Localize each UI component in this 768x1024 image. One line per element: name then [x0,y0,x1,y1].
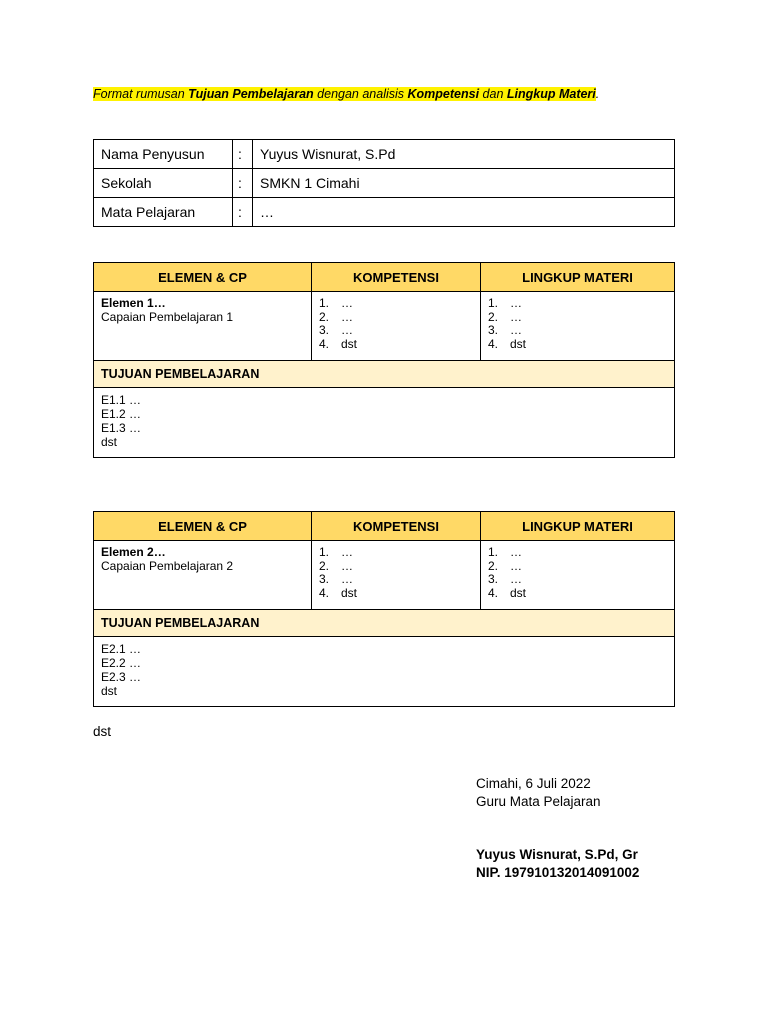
list-text: … [510,545,522,559]
element-title: Elemen 1… [101,296,166,310]
cp-table-1 [93,262,675,458]
list-text: … [510,572,522,586]
tp-item: E1.3 … [101,421,142,435]
list-item [488,560,667,574]
cp-table-2 [93,511,675,707]
list-item [319,560,473,574]
heading-highlight [93,87,596,101]
list-text: dst [510,585,527,600]
tp-body [94,388,675,458]
element-cp: Capaian Pembelajaran 1 [101,309,234,324]
header-kompetensi: KOMPETENSI [312,263,481,292]
heading-text-1: Format rumusan [93,87,189,101]
list-number: 4. [488,585,499,600]
list-number: 1. [488,545,499,559]
heading-text-3: dan [479,87,507,101]
heading-period: . [595,87,600,101]
list-number: 1. [319,545,330,559]
list-text: … [341,296,353,310]
list-number: 3. [319,323,330,337]
list-number: 1. [319,296,330,310]
identity-table [93,139,675,227]
info-separator: : [233,169,253,198]
info-label: Sekolah [94,169,233,198]
cp-header-row [94,512,675,541]
kompetensi-cell [312,541,481,610]
info-separator: : [233,198,253,227]
signer-role: Guru Mata Pelajaran [476,794,601,809]
element-cp: Capaian Pembelajaran 2 [101,558,234,573]
lingkup-list [488,546,667,600]
tp-header-row [94,361,675,388]
heading-bold-tujuan: Tujuan Pembelajaran [188,87,314,101]
list-number: 2. [319,309,330,324]
tp-header: TUJUAN PEMBELAJARAN [94,610,675,637]
list-number: 3. [319,572,330,586]
info-separator: : [233,140,253,169]
continuation-text: dst [93,724,112,739]
list-number: 4. [319,585,330,600]
lingkup-cell [481,292,675,361]
info-value: SMKN 1 Cimahi [253,169,675,198]
list-text: … [510,323,522,337]
list-text: … [341,323,353,337]
tp-body-row [94,637,675,707]
list-item [488,546,667,560]
list-text: … [341,545,353,559]
list-number: 3. [488,572,499,586]
tp-header-row [94,610,675,637]
tp-item: E1.2 … [101,407,142,421]
info-row-penyusun [94,140,675,169]
list-item [488,338,667,352]
lingkup-list [488,297,667,351]
list-number: 4. [488,336,499,351]
tp-body [94,637,675,707]
heading-text-2: dengan analisis [313,87,408,101]
tp-item: dst [101,684,118,698]
list-text: … [510,309,522,324]
list-text: … [341,558,353,573]
list-number: 1. [488,296,499,310]
lingkup-cell [481,541,675,610]
tp-item: E2.2 … [101,656,142,670]
list-item [488,311,667,325]
info-value: … [253,198,675,227]
list-number: 2. [319,558,330,573]
signer-name: Yuyus Wisnurat, S.Pd, Gr [476,847,638,862]
place-date: Cimahi, 6 Juli 2022 [476,776,591,791]
list-item [488,324,667,338]
list-number: 3. [488,323,499,337]
element-title: Elemen 2… [101,545,166,559]
list-item [488,573,667,587]
list-item [319,297,473,311]
tp-item: E2.1 … [101,642,142,656]
list-item [319,587,473,601]
list-text: … [341,572,353,586]
cp-header-row [94,263,675,292]
header-lingkup-materi: LINGKUP MATERI [481,263,675,292]
list-item [319,311,473,325]
list-number: 2. [488,558,499,573]
info-label: Nama Penyusun [94,140,233,169]
elemen-cell [94,292,312,361]
list-item [319,573,473,587]
elemen-cell [94,541,312,610]
list-item [319,546,473,560]
header-elemen-cp: ELEMEN & CP [94,512,312,541]
kompetensi-list [319,546,473,600]
kompetensi-cell [312,292,481,361]
list-text: dst [510,336,527,351]
list-text: … [510,558,522,573]
header-kompetensi: KOMPETENSI [312,512,481,541]
tp-body-row [94,388,675,458]
info-row-sekolah [94,169,675,198]
tp-item: dst [101,435,118,449]
info-label: Mata Pelajaran [94,198,233,227]
heading-bold-lingkup: Lingkup Materi [506,87,596,101]
heading-bold-kompetensi: Kompetensi [407,87,480,101]
list-text: … [510,296,522,310]
list-text: … [341,309,353,324]
list-number: 2. [488,309,499,324]
list-text: dst [341,585,358,600]
signer-nip: NIP. 197910132014091002 [476,865,640,880]
list-number: 4. [319,336,330,351]
info-row-mapel [94,198,675,227]
cp-body-row [94,292,675,361]
list-item [319,324,473,338]
document-heading [93,87,599,101]
kompetensi-list [319,297,473,351]
list-item [488,587,667,601]
list-text: dst [341,336,358,351]
header-lingkup-materi: LINGKUP MATERI [481,512,675,541]
tp-item: E2.3 … [101,670,142,684]
list-item [319,338,473,352]
header-elemen-cp: ELEMEN & CP [94,263,312,292]
tp-item: E1.1 … [101,393,142,407]
cp-body-row [94,541,675,610]
info-value: Yuyus Wisnurat, S.Pd [253,140,675,169]
list-item [488,297,667,311]
tp-header: TUJUAN PEMBELAJARAN [94,361,675,388]
